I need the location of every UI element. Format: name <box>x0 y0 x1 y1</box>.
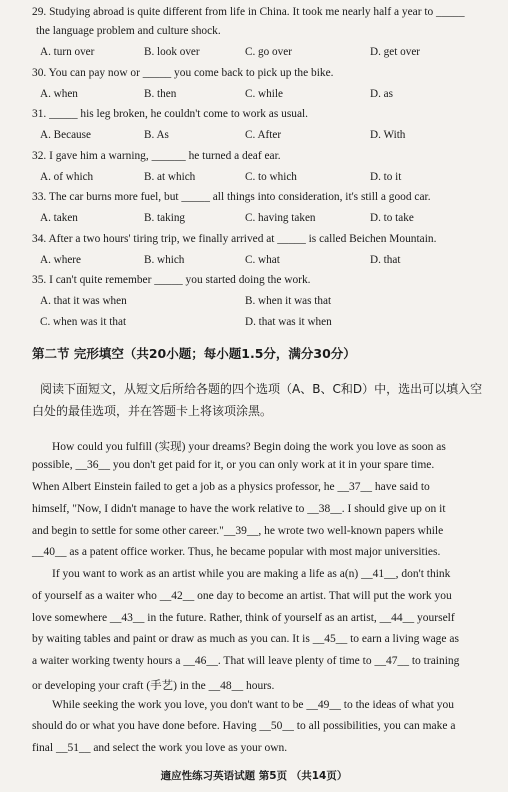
option-d[interactable]: D. that <box>370 254 401 266</box>
passage-line: When Albert Einstein failed to get a job as a physics professor, he __37__ have said to <box>32 481 430 493</box>
option-a[interactable]: A. turn over <box>40 46 95 58</box>
passage-line: or developing your craft (手艺) in the __48__ hours. <box>32 680 275 692</box>
option-c[interactable]: C. to which <box>245 171 297 183</box>
section-instruction-line-1: 阅读下面短文，从短文后所给各题的四个选项（A、B、C和D）中，选出可以填入空 <box>40 382 483 396</box>
option-c[interactable]: C. while <box>245 88 283 100</box>
option-b[interactable]: B. then <box>144 88 177 100</box>
option-d[interactable]: D. as <box>370 88 393 100</box>
option-d[interactable]: D. to take <box>370 212 414 224</box>
option-c[interactable]: C. when was it that <box>40 316 127 328</box>
option-a[interactable]: A. when <box>40 88 78 100</box>
option-a[interactable]: A. that it was when <box>40 295 127 307</box>
option-a[interactable]: A. of which <box>40 171 94 183</box>
question-34-stem: 34. After a two hours' tiring trip, we finally arrived at _____ is called Beichen Mountain. <box>32 233 437 245</box>
question-35-stem: 35. I can't quite remember _____ you started doing the work. <box>32 274 311 286</box>
passage-line: of yourself as a waiter who __42__ one day to become an artist. That will put the work you <box>32 590 452 602</box>
option-a[interactable]: A. taken <box>40 212 78 224</box>
page-footer: 適应性练习英语试题 第5页 （共14页） <box>160 770 348 782</box>
passage-line: love somewhere __43__ in the future. Rather, think of yourself as an artist, __44__ yourself <box>32 612 455 624</box>
section-title: 第二节 完形填空（共20小题；每小题1.5分，满分30分） <box>32 346 356 361</box>
option-a[interactable]: A. where <box>40 254 82 266</box>
passage-line: by waiting tables and paint or draw as much as you can. It is __45__ to earn a living wage as <box>32 633 459 645</box>
passage-line: final __51__ and select the work you love as your own. <box>32 742 288 754</box>
option-a[interactable]: A. Because <box>40 129 91 141</box>
passage-line: and begin to settle for some other career."__39__, he wrote two well-known papers while <box>32 525 444 537</box>
option-c[interactable]: C. After <box>245 129 282 141</box>
option-b[interactable]: B. taking <box>144 212 186 224</box>
passage-line: If you want to work as an artist while you are making a life as a(n) __41__, don't think <box>52 568 451 580</box>
option-b[interactable]: B. at which <box>144 171 196 183</box>
passage-line: While seeking the work you love, you don't want to be __49__ to the ideas of what you <box>52 699 454 711</box>
question-31-stem: 31. _____ his leg broken, he couldn't come to work as usual. <box>32 108 309 120</box>
option-d[interactable]: D. that was it when <box>245 316 332 328</box>
option-b[interactable]: B. when it was that <box>245 295 332 307</box>
passage-line: himself, "Now, I didn't manage to have the work relative to __38__. I should give up on it <box>32 503 446 515</box>
option-d[interactable]: D. get over <box>370 46 421 58</box>
option-c[interactable]: C. go over <box>245 46 292 58</box>
option-d[interactable]: D. With <box>370 129 406 141</box>
passage-line: possible, __36__ you don't get paid for it, or you can only work at it in your spare time. <box>32 459 435 471</box>
passage-line: a waiter working twenty hours a __46__. That will leave plenty of time to __47__ to training <box>32 655 460 667</box>
option-c[interactable]: C. having taken <box>245 212 316 224</box>
option-b[interactable]: B. which <box>144 254 185 266</box>
option-c[interactable]: C. what <box>245 254 280 266</box>
option-b[interactable]: B. look over <box>144 46 200 58</box>
section-instruction-line-2: 白处的最佳选项，并在答题卡上将该项涂黑。 <box>32 404 273 418</box>
question-33-stem: 33. The car burns more fuel, but _____ all things into consideration, it's still a good car. <box>32 191 431 203</box>
question-29-stem: 29. Studying abroad is quite different from life in China. It took me nearly half a year to _____ <box>32 6 465 18</box>
passage-line: should do or what you have done before. Having __50__ to all possibilities, you can make a <box>32 720 456 732</box>
passage-line: __40__ as a patent office worker. Thus, he became popular with most major universities. <box>32 546 441 558</box>
option-d[interactable]: D. to it <box>370 171 402 183</box>
passage-line: How could you fulfill (实现) your dreams? Begin doing the work you love as soon as <box>52 441 446 453</box>
question-32-stem: 32. I gave him a warning, ______ he turned a deaf ear. <box>32 150 281 162</box>
question-29-stem-continued: the language problem and culture shock. <box>36 25 221 37</box>
question-30-stem: 30. You can pay now or _____ you come back to pick up the bike. <box>32 67 334 79</box>
option-b[interactable]: B. As <box>144 129 169 141</box>
